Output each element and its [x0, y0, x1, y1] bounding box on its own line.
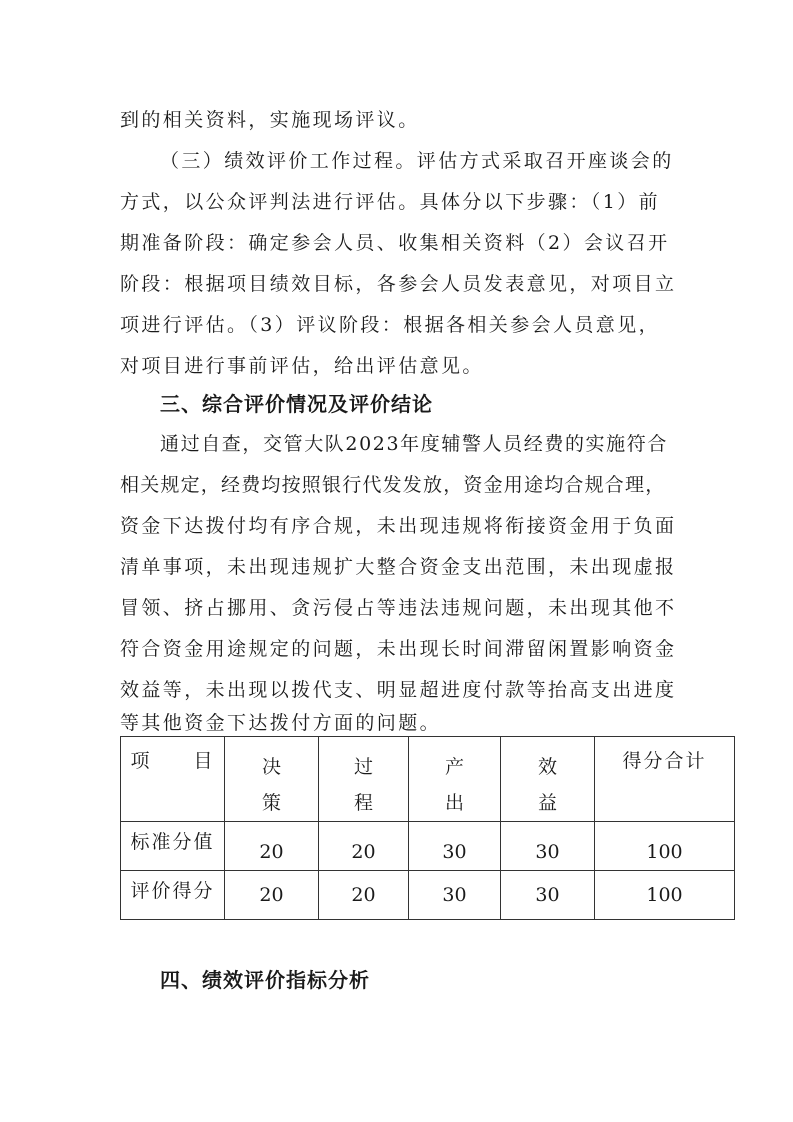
body-text-line: 对项目进行事前评估，给出评估意见。	[120, 355, 484, 377]
body-text-line: 项进行评估。（3）评议阶段：根据各相关参会人员意见，	[120, 314, 660, 336]
section-heading: 四、绩效评价指标分析	[160, 968, 370, 992]
header-total: 得分合计	[595, 737, 735, 822]
body-text-line: 效益等，未出现以拨代支、明显超进度付款等抬高支出进度	[120, 679, 677, 701]
body-text-line: 方式，以公众评判法进行评估。具体分以下步骤：（1）前	[120, 191, 660, 213]
row-label: 评价得分	[121, 871, 225, 920]
table-cell: 30	[501, 822, 595, 871]
table-cell: 20	[225, 871, 319, 920]
score-table	[120, 736, 735, 920]
header-benefit: 效 益	[501, 737, 595, 822]
table-row	[121, 871, 735, 920]
table-header-row	[121, 737, 735, 822]
body-text-line: （三）绩效评价工作过程。评估方式采取召开座谈会的	[160, 150, 674, 172]
header-process: 过 程	[319, 737, 409, 822]
body-text-line: 清单事项，未出现违规扩大整合资金支出范围，未出现虚报	[120, 556, 677, 578]
body-text-line: 阶段：根据项目绩效目标，各参会人员发表意见，对项目立	[120, 273, 677, 295]
table-cell: 30	[501, 871, 595, 920]
table-cell: 100	[595, 822, 735, 871]
body-text-line: 通过自查，交管大队2023年度辅警人员经费的实施符合	[160, 433, 668, 455]
table-row	[121, 822, 735, 871]
body-text-line: 相关规定，经费均按照银行代发发放，资金用途均合规合理，	[120, 474, 666, 496]
body-text-line: 期准备阶段：确定参会人员、收集相关资料（2）会议召开	[120, 232, 670, 254]
table-cell: 30	[409, 871, 501, 920]
table-cell: 20	[319, 822, 409, 871]
header-output: 产 出	[409, 737, 501, 822]
body-text-line: 符合资金用途规定的问题，未出现长时间滞留闲置影响资金	[120, 638, 677, 660]
body-text-line: 冒领、挤占挪用、贪污侵占等违法违规问题，未出现其他不	[120, 597, 677, 619]
row-label: 标准分值	[121, 822, 225, 871]
body-text-line: 资金下达拨付均有序合规，未出现违规将衔接资金用于负面	[120, 515, 677, 537]
body-text-line: 等其他资金下达拨付方面的问题。	[120, 712, 442, 734]
table-cell: 30	[409, 822, 501, 871]
table-cell: 20	[319, 871, 409, 920]
section-heading: 三、综合评价情况及评价结论	[160, 392, 433, 416]
table-cell: 100	[595, 871, 735, 920]
header-item: 项 目	[121, 737, 225, 822]
table-cell: 20	[225, 822, 319, 871]
header-decision: 决 策	[225, 737, 319, 822]
body-text-line: 到的相关资料，实施现场评议。	[120, 109, 420, 131]
